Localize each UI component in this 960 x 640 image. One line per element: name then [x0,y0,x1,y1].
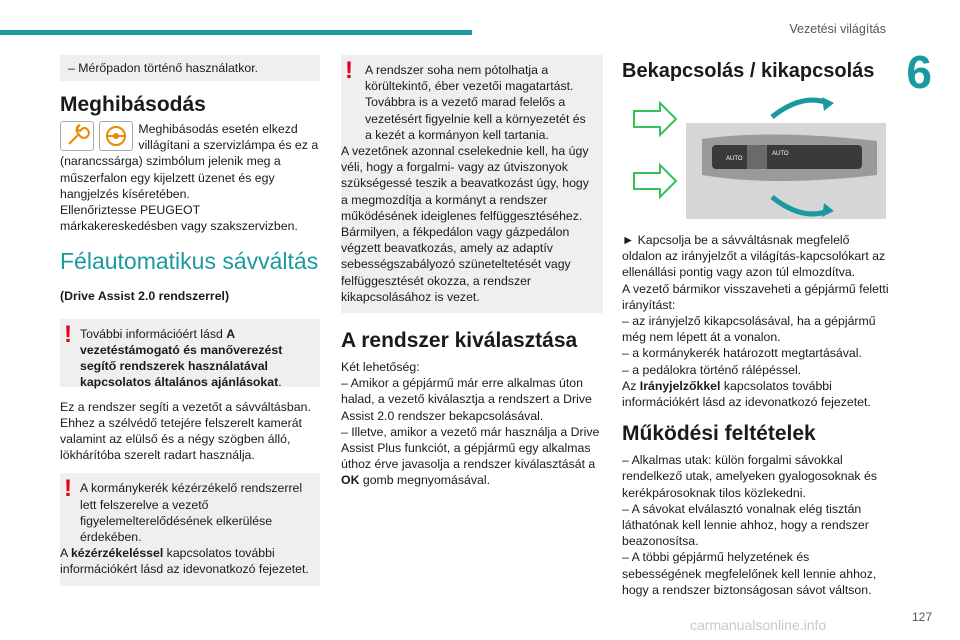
drive-assist-label: (Drive Assist 2.0 rendszerrel) [60,289,230,304]
warning-exclamation-icon: ! [64,320,72,348]
bekap-text-c: – az irányjelző kikapcsolásával, ha a gépjármű még nem lépett át a vonalon. [622,314,876,345]
warning-box-1 [60,319,320,390]
valaszt-c1: – Illetve, amikor a vezető már használja a Drive Assist Plus funkciót, a gépjármű egy alkalmas úthoz érve javasolja a rendszer kiválasztását a [341,424,600,472]
bekap-text-b: A vezető bármikor visszaveheti a gépjármű feletti irányítást: [622,281,889,312]
mukod-title: Működési feltételek [622,422,816,446]
warn3-text-b: A vezetőnek azonnal cselekednie kell, ha úgy véli, hogy a forgalmi- vagy az útviszonyok szükségessé teszik a beavatkozást úgy, hogy a megmozdítja a kormányt a rendszer működésének ideiglenes felfüggesztéséhez. Bármilyen, a fékpedálon vagy gázpedálon végzett beavatkozás, amely az adaptív sebességszabályozó szüneteltetését vagy felfüggesztését okozza, a rendszer kikapcsolásához is vezet. [341,144,589,304]
mukod-text-a: – Alkalmas utak: külön forgalmi sávokkal rendelkező utak, amelyeken gyalogosoknak és kerékpárosoknak tilos közlekedni. [622,453,877,500]
valaszt-c3: gomb megnyomásával. [359,473,490,488]
warn2-text: A kormánykerék kézérzékelő rendszerrel lett felszerelve a vezető figyelemelterelődésének elkerülése érdekében. [80,481,303,545]
bekap-text-d: – a kormánykerék határozott megtartásával. [622,346,862,361]
warn2-rest: kapcsolatos további információkért lásd az idevonatkozó fejezetet. [60,546,309,577]
auto-label-2: AUTO [772,151,789,157]
stalk-illustration [622,89,892,224]
felauto-title: Félautomatikus sávváltás [60,248,319,275]
bekap-f1: Az [622,378,640,393]
valaszt-intro: Két lehetőség: [341,360,420,375]
warning-exclamation-icon: ! [64,475,72,503]
column-1 [60,55,320,586]
warn2-bold: kézérzékeléssel [70,546,164,561]
valaszt-title: A rendszer kiválasztása [341,329,578,353]
meghib-title: Meghibásodás [60,93,206,116]
bekap-title: Bekapcsolás / kikapcsolás [622,60,875,82]
stalk-diagram-svg [622,89,892,224]
section-header: Vezetési világítás [789,22,886,36]
valaszt-option-1: – Amikor a gépjármű már erre alkalmas úton halad, a vezető kiválasztja a rendszert a Drive Assist 2.0 rendszer bekapcsolásával. [341,376,592,423]
note-box [60,55,320,81]
bekap-text-f [622,378,892,410]
top-accent-bar [0,30,472,35]
warning-icons [60,121,135,151]
bekap-instruction: ► Kapcsolja be a sávváltásnak megfelelő oldalon az irányjelzőt a világítás-kapcsolókart az ellenállási pontig vagy azon túl elmozdítva. [622,233,886,280]
ok-label: OK [341,473,360,488]
mukod-text-c: – A többi gépjármű helyzetének és sebességének megfelelőnek kell lennie ahhoz, hogy a rendszer biztonságosan sávot váltson. [622,550,877,597]
service-wrench-icon [60,121,94,151]
warn1-text: További információért lásd [80,326,227,341]
column-2 [341,55,603,489]
note-text: – Mérőpadon történő használatkor. [68,61,259,75]
chapter-number: 6 [906,46,932,98]
watermark: carmanualsonline.info [690,617,827,633]
warn1-bold: A vezetéstámogató és manőverezést segítő rendszerek használatával kapcsolatos általános ajánlásokat [80,326,283,390]
warn2-a: A [60,546,71,561]
iranyjelzo-bold: Irányjelzőkkel [639,378,721,393]
warning-box-3 [341,55,603,313]
meghib-contact: Ellenőriztesse PEUGEOT márkakereskedésben vagy szakszervizben. [60,203,298,234]
system-description: Ez a rendszer segíti a vezetőt a sávváltásban. Ehhez a szélvédő tetejére felszerelt kamerát valamint az elülső és a négy szögben álló, lökhárítóba szerelt radart használja. [60,399,311,463]
warn3-text-a: A rendszer soha nem pótolhatja a körültekintő, éber vezetői magatartást. Továbbra is a vezető marad felelős a vezetésért figyelnie kell a környezetét és a kezét a kormányon kell tartania. [365,63,586,142]
meghib-text: Meghibásodás esetén elkezd villágítani a szervizlámpa és ez a (narancssárga) szimbólum jelenik meg a műszerfalon egy kijelzett üzenet és egy hangjelzés kíséretében. [60,122,319,201]
bekap-text-e: – a pedálokra történő rálépéssel. [622,362,802,377]
page-number: 127 [911,610,932,624]
auto-label-1: AUTO [726,156,743,162]
meghib-section [60,121,320,234]
warning-exclamation-icon: ! [345,57,353,84]
valaszt-option-2 [341,424,603,489]
column-3 [622,55,892,598]
bekap-f3: kapcsolatos további információkért lásd az idevonatkozó fejezetet. [622,378,871,410]
steering-alert-icon [99,121,133,151]
mukod-text-b: – A sávokat elválasztó vonalnak elég tisztán láthatónak kell lennie ahhoz, hogy a rendszer beazonosítsa. [622,501,869,549]
warn1-end: . [278,375,282,390]
warning-box-2 [60,473,320,585]
